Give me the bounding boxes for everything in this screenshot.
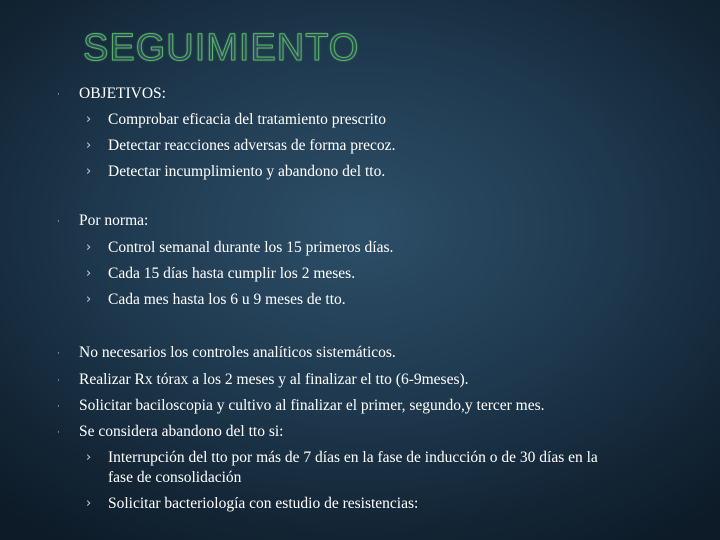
otros-item: Realizar Rx tórax a los 2 meses y al finalizar el tto (6-9meses). bbox=[79, 371, 469, 388]
bullet-icon: · bbox=[57, 348, 60, 358]
abandono-item-continuation: fase de consolidación bbox=[108, 469, 242, 486]
bullet-icon: · bbox=[57, 401, 60, 411]
objetivos-heading: OBJETIVOS: bbox=[79, 85, 166, 102]
bullet-icon: · bbox=[57, 216, 60, 226]
arrow-icon: › bbox=[86, 496, 92, 511]
objetivos-item: Detectar reacciones adversas de forma precoz. bbox=[108, 137, 396, 154]
abandono-item: Interrupción del tto por más de 7 días en la fase de inducción o de 30 días en la bbox=[108, 449, 598, 466]
bullet-icon: · bbox=[57, 89, 60, 99]
arrow-icon: › bbox=[86, 112, 92, 127]
slide-title: SEGUIMIENTO bbox=[83, 27, 360, 69]
objetivos-item: Comprobar eficacia del tratamiento prescrito bbox=[108, 111, 387, 128]
arrow-icon: › bbox=[86, 240, 92, 255]
abandono-item: Solicitar bacteriología con estudio de resistencias: bbox=[108, 495, 419, 512]
otros-item: Solicitar baciloscopia y cultivo al finalizar el primer, segundo,y tercer mes. bbox=[79, 397, 545, 414]
bullet-icon: · bbox=[57, 375, 60, 385]
otros-item: No necesarios los controles analíticos sistemáticos. bbox=[79, 344, 396, 361]
arrow-icon: › bbox=[86, 138, 92, 153]
arrow-icon: › bbox=[86, 450, 92, 465]
norma-heading: Por norma: bbox=[79, 212, 149, 229]
norma-item: Cada mes hasta los 6 u 9 meses de tto. bbox=[108, 291, 346, 308]
arrow-icon: › bbox=[86, 266, 92, 281]
objetivos-item: Detectar incumplimiento y abandono del tto. bbox=[108, 163, 386, 180]
otros-item: Se considera abandono del tto si: bbox=[79, 423, 284, 440]
arrow-icon: › bbox=[86, 292, 92, 307]
norma-item: Cada 15 días hasta cumplir los 2 meses. bbox=[108, 265, 356, 282]
bullet-icon: · bbox=[57, 427, 60, 437]
norma-item: Control semanal durante los 15 primeros días. bbox=[108, 239, 394, 256]
arrow-icon: › bbox=[86, 164, 92, 179]
